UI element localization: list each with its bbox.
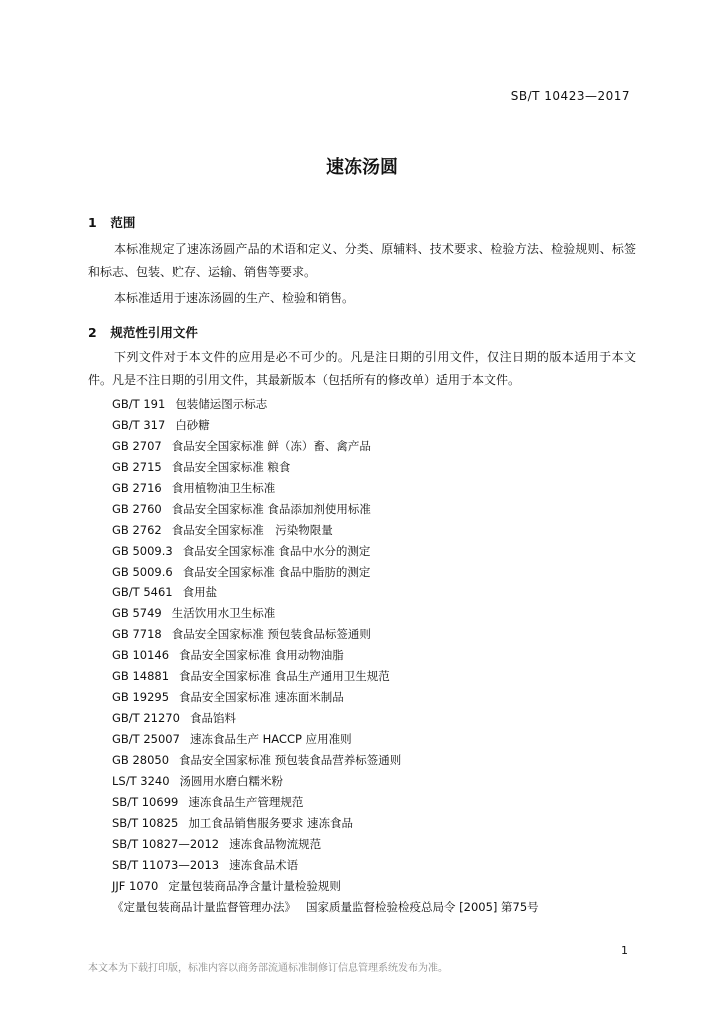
page-number: 1	[621, 944, 628, 957]
footer-disclaimer: 本文本为下载打印版，标准内容以商务部流通标准制修订信息管理系统发布为准。	[88, 963, 448, 974]
reference-title: 食用植物油卫生标准	[171, 480, 276, 495]
section-1-paragraph-1: 本标准规定了速冻汤圆产品的术语和定义、分类、原辅料、技术要求、检验方法、检验规则、标签和标志、包装、贮存、运输、销售等要求。	[88, 242, 636, 279]
reference-code: GB/T 5461	[112, 585, 173, 600]
reference-title: 食品安全国家标准 预包装食品营养标签通则	[179, 752, 402, 767]
reference-item	[112, 792, 539, 813]
reference-code: GB 5009.6	[112, 564, 173, 579]
reference-title: 食用盐	[182, 585, 218, 600]
reference-item	[112, 897, 539, 918]
reference-code: GB 19295	[112, 690, 170, 705]
reference-item	[112, 603, 539, 624]
reference-item	[112, 876, 539, 897]
reference-title: 速冻食品生产管理规范	[188, 794, 304, 809]
section-1-number: 1	[88, 215, 97, 230]
reference-item	[112, 624, 539, 645]
reference-list	[112, 394, 539, 917]
reference-item	[112, 645, 539, 666]
reference-title: 速冻食品物流规范	[229, 836, 322, 851]
reference-code: GB/T 21270	[112, 711, 180, 726]
reference-code: 《定量包装商品计量监督管理办法》	[112, 899, 296, 914]
reference-title: 生活饮用水卫生标准	[171, 606, 276, 621]
reference-item	[112, 499, 539, 520]
reference-item	[112, 750, 539, 771]
reference-code: SB/T 11073—2013	[112, 857, 220, 872]
reference-title: 食品安全国家标准 鲜（冻）畜、禽产品	[171, 438, 371, 453]
section-2-number: 2	[88, 325, 97, 340]
section-2-paragraph-1: 下列文件对于本文件的应用是必不可少的。凡是注日期的引用文件，仅注日期的版本适用于本文件。凡是不注日期的引用文件，其最新版本（包括所有的修改单）适用于本文件。	[88, 350, 636, 387]
reference-item	[112, 478, 539, 499]
reference-item	[112, 855, 539, 876]
reference-item	[112, 541, 539, 562]
reference-title: 定量包装商品净含量计量检验规则	[168, 878, 341, 893]
reference-item	[112, 813, 539, 834]
section-2-title: 规范性引用文件	[110, 325, 198, 340]
reference-code: SB/T 10825	[112, 815, 179, 830]
section-1-heading	[88, 213, 135, 231]
reference-item	[112, 771, 539, 792]
reference-item	[112, 834, 539, 855]
reference-code: LS/T 3240	[112, 773, 170, 788]
reference-title: 食品安全国家标准 食品生产通用卫生规范	[179, 669, 390, 684]
section-1-title: 范围	[110, 215, 136, 230]
reference-item	[112, 562, 539, 583]
reference-code: SB/T 10827—2012	[112, 836, 220, 851]
section-1-paragraph-2: 本标准适用于速冻汤圆的生产、检验和销售。	[114, 291, 355, 305]
reference-title: 国家质量监督检验检疫总局令 [2005] 第75号	[306, 899, 539, 914]
reference-code: GB 5749	[112, 606, 162, 621]
reference-title: 食品安全国家标准 食品中脂肪的测定	[182, 564, 371, 579]
reference-code: GB 7718	[112, 627, 162, 642]
reference-title: 加工食品销售服务要求 速冻食品	[188, 815, 353, 830]
document-title: 速冻汤圆	[326, 157, 398, 178]
reference-code: GB 10146	[112, 648, 170, 663]
reference-code: GB 2716	[112, 480, 162, 495]
reference-item	[112, 457, 539, 478]
reference-title: 食品安全国家标准 食用动物油脂	[179, 648, 344, 663]
reference-item	[112, 687, 539, 708]
reference-code: GB 5009.3	[112, 543, 173, 558]
reference-item	[112, 582, 539, 603]
reference-code: SB/T 10699	[112, 794, 179, 809]
reference-item	[112, 729, 539, 750]
standard-code: SB/T 10423—2017	[510, 89, 630, 103]
reference-code: GB 2762	[112, 522, 162, 537]
reference-title: 速冻食品生产 HACCP 应用准则	[189, 732, 352, 746]
reference-title: 食品安全国家标准 速冻面米制品	[179, 690, 344, 705]
reference-title: 食品安全国家标准 食品添加剂使用标准	[171, 501, 371, 516]
reference-item	[112, 436, 539, 457]
reference-item	[112, 666, 539, 687]
reference-item	[112, 520, 539, 541]
reference-title: 食品安全国家标准 粮食	[171, 459, 291, 474]
reference-item	[112, 415, 539, 436]
reference-title: 食品安全国家标准 预包装食品标签通则	[171, 627, 371, 642]
reference-code: GB/T 25007	[112, 732, 180, 746]
reference-title: 食品馅料	[189, 711, 236, 726]
reference-code: GB 2760	[112, 501, 162, 516]
reference-title: 包装储运图示标志	[175, 397, 268, 411]
reference-title: 食品安全国家标准 污染物限量	[171, 522, 333, 537]
reference-title: 速冻食品术语	[229, 857, 299, 872]
reference-code: JJF 1070	[112, 878, 159, 893]
reference-code: GB 28050	[112, 752, 170, 767]
reference-code: GB/T 317	[112, 417, 166, 432]
section-2-heading	[88, 323, 198, 341]
reference-item	[112, 708, 539, 729]
reference-title: 白砂糖	[175, 417, 210, 432]
reference-title: 食品安全国家标准 食品中水分的测定	[182, 543, 371, 558]
reference-code: GB 14881	[112, 669, 170, 684]
reference-title: 汤圆用水磨白糯米粉	[179, 773, 284, 788]
reference-code: GB 2707	[112, 438, 162, 453]
reference-item	[112, 394, 539, 415]
reference-code: GB 2715	[112, 459, 162, 474]
reference-code: GB/T 191	[112, 397, 166, 411]
